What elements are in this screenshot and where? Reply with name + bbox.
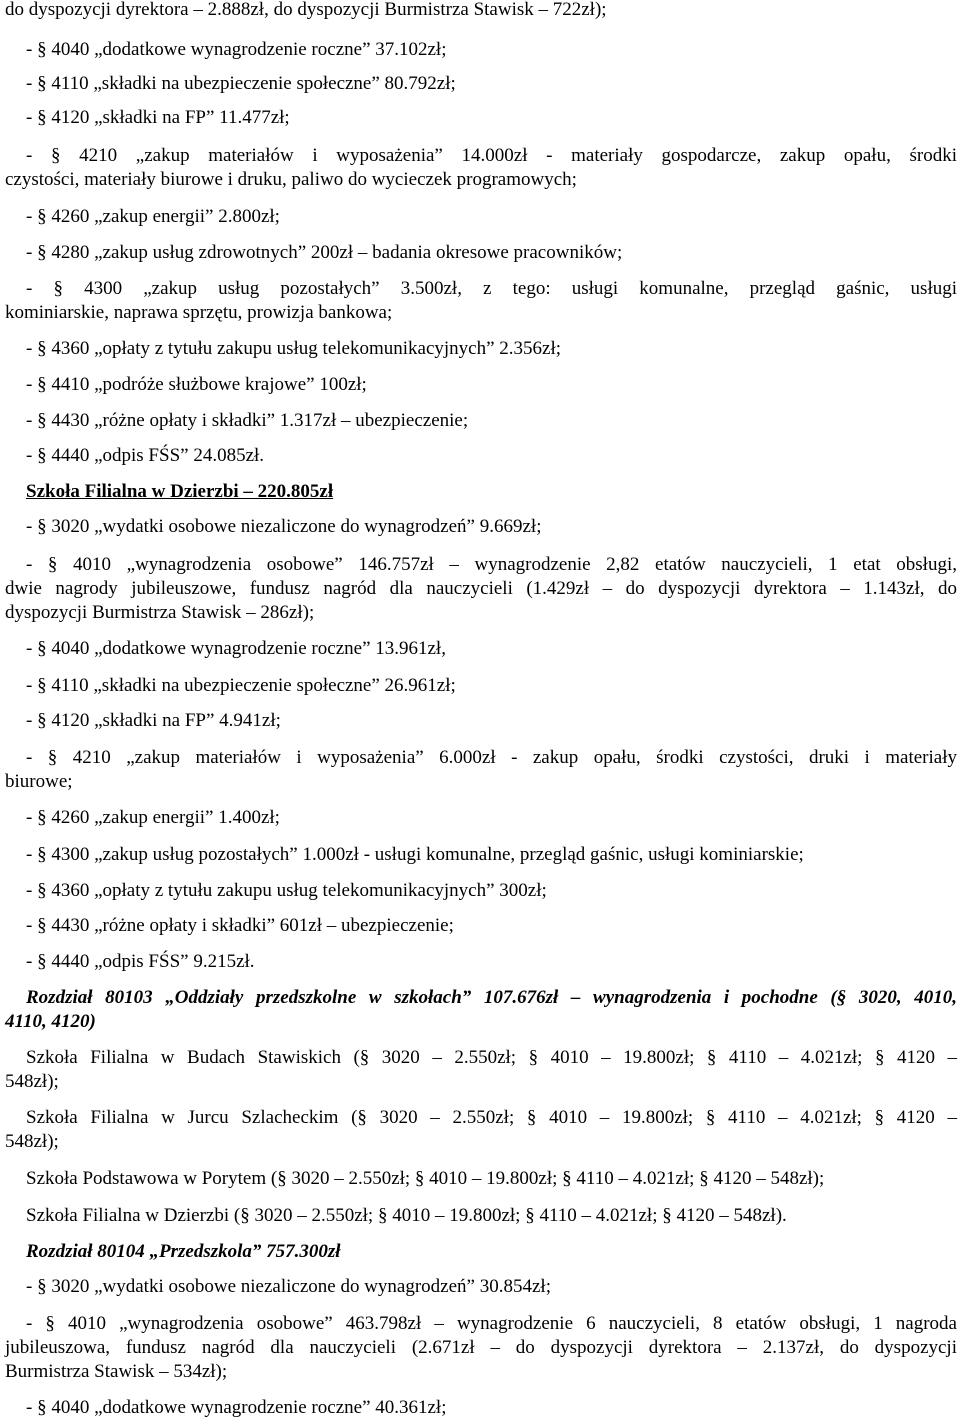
text-line: do dyspozycji dyrektora – 2.888zł, do dyspozycji Burmistrza Stawisk – 722zł); [5,0,607,20]
text-line: - § 4110 „składki na ubezpieczenie społeczne” 26.961zł; [26,675,456,696]
text-line: - § 4040 „dodatkowe wynagrodzenie roczne” 40.361zł; [26,1397,447,1418]
text-line: Szkoła Podstawowa w Porytem (§ 3020 – 2.550zł; § 4010 – 19.800zł; § 4110 – 4.021zł; § 4120 – 548zł); [26,1168,825,1189]
text-line: Burmistrza Stawisk – 534zł); [5,1361,228,1382]
text-line: czystości, materiały biurowe i druku, paliwo do wycieczek programowych; [5,169,577,190]
list-item-4360 [5,337,957,361]
list-item-4040 [5,38,957,62]
text-line: - § 4360 „opłaty z tytułu zakupu usług telekomunikacyjnych” 300zł; [26,880,547,901]
list-item-4210 [5,746,957,794]
text-line: Szkoła Filialna w Jurcu Szlacheckim (§ 3020 – 2.550zł; § 4010 – 19.800zł; § 4110 – 4.021zł; § 4120 – [26,1107,957,1128]
list-item-3020 [5,1275,957,1299]
list-item-4440 [5,444,957,468]
text-line: - § 4440 „odpis FŚS” 24.085zł. [26,445,265,466]
text-line: dwie nagrody jubileuszowe, fundusz nagród dla nauczycieli (1.429zł – do dyspozycji dyrektora – 1.143zł, do [5,578,957,599]
list-item-4360 [5,879,957,903]
text-line: - § 4280 „zakup usług zdrowotnych” 200zł – badania okresowe pracowników; [26,242,623,263]
text-line: - § 4300 „zakup usług pozostałych” 3.500zł, z tego: usługi komunalne, przegląd gaśnic, usługi [26,278,957,299]
text-line: - § 4010 „wynagrodzenia osobowe” 146.757zł – wynagrodzenie 2,82 etatów nauczycieli, 1 etat obsługi, [26,554,957,575]
text-line: 548zł); [5,1071,59,1092]
heading-text: 4110, 4120) [5,1011,96,1032]
text-line: - § 4040 „dodatkowe wynagrodzenie roczne” 13.961zł, [26,638,446,659]
list-item-4300 [5,843,957,867]
text-line: - § 4430 „różne opłaty i składki” 1.317zł – ubezpieczenie; [26,410,469,431]
text-line: - § 4300 „zakup usług pozostałych” 1.000zł - usługi komunalne, przegląd gaśnic, usługi kominiarskie; [26,844,804,865]
list-item-4300 [5,277,957,325]
text-line: - § 4210 „zakup materiałów i wyposażenia” 14.000zł - materiały gospodarcze, zakup opału, środki [26,145,957,166]
text-line: - § 4120 „składki na FP” 4.941zł; [26,710,281,731]
text-line: kominiarskie, naprawa sprzętu, prowizja bankowa; [5,302,393,323]
school-entry-budy-stawiskie [5,1046,957,1094]
paragraph-continuation [5,0,957,22]
text-line: Szkoła Filialna w Budach Stawiskich (§ 3020 – 2.550zł; § 4010 – 19.800zł; § 4110 – 4.021zł; § 4120 – [26,1047,957,1068]
list-item-4010 [5,1312,957,1384]
text-line: - § 4260 „zakup energii” 1.400zł; [26,807,280,828]
list-item-4260 [5,806,957,830]
list-item-4210 [5,144,957,192]
text-line: 548zł); [5,1131,59,1152]
text-line: - § 3020 „wydatki osobowe niezaliczone do wynagrodzeń” 30.854zł; [26,1276,551,1297]
text-line: - § 4430 „różne opłaty i składki” 601zł – ubezpieczenie; [26,915,454,936]
list-item-4260 [5,205,957,229]
list-item-4280 [5,241,957,265]
heading-text: Rozdział 80103 „Oddziały przedszkolne w szkołach” 107.676zł – wynagrodzenia i pochodne (§ 3020, 4010, [26,987,957,1008]
text-line: - § 4440 „odpis FŚS” 9.215zł. [26,951,255,972]
text-line: jubileuszowa, fundusz nagród dla nauczycieli (2.671zł – do dyspozycji dyrektora – 2.137zł, do dyspozycji [5,1337,957,1358]
heading-text: Szkoła Filialna w Dzierzbi – 220.805zł [26,481,334,502]
list-item-4430 [5,914,957,938]
school-entry-dzierzbia [5,1204,957,1228]
text-line: biurowe; [5,771,73,792]
list-item-4440 [5,950,957,974]
text-line: dyspozycji Burmistrza Stawisk – 286zł); [5,602,315,623]
text-line: - § 4210 „zakup materiałów i wyposażenia” 6.000zł - zakup opału, środki czystości, druki i materiały [26,747,957,768]
list-item-4120 [5,106,957,130]
list-item-4430 [5,409,957,433]
list-item-4110 [5,72,957,96]
text-line: Szkoła Filialna w Dzierzbi (§ 3020 – 2.550zł; § 4010 – 19.800zł; § 4110 – 4.021zł; § 4120 – 548zł). [26,1205,787,1226]
list-item-4410 [5,373,957,397]
list-item-4040 [5,637,957,661]
text-line: - § 4360 „opłaty z tytułu zakupu usług telekomunikacyjnych” 2.356zł; [26,338,562,359]
list-item-4040 [5,1396,957,1420]
chapter-heading-80104 [5,1240,957,1264]
heading-text: Rozdział 80104 „Przedszkola” 757.300zł [26,1241,341,1262]
list-item-3020 [5,515,957,539]
text-line: - § 4040 „dodatkowe wynagrodzenie roczne” 37.102zł; [26,39,447,60]
text-line: - § 4010 „wynagrodzenia osobowe” 463.798zł – wynagrodzenie 6 nauczycieli, 8 etatów obsługi, 1 nagroda [26,1313,957,1334]
school-entry-jurzec-szlachecki [5,1106,957,1154]
text-line: - § 3020 „wydatki osobowe niezaliczone do wynagrodzeń” 9.669zł; [26,516,542,537]
text-line: - § 4410 „podróże służbowe krajowe” 100zł; [26,374,367,395]
section-heading-dzierzbi [5,480,957,504]
list-item-4010 [5,553,957,625]
text-line: - § 4110 „składki na ubezpieczenie społeczne” 80.792zł; [26,73,456,94]
text-line: - § 4120 „składki na FP” 11.477zł; [26,107,290,128]
chapter-heading-80103 [5,986,957,1034]
school-entry-poryte [5,1167,957,1191]
text-line: - § 4260 „zakup energii” 2.800zł; [26,206,280,227]
list-item-4110 [5,674,957,698]
list-item-4120 [5,709,957,733]
